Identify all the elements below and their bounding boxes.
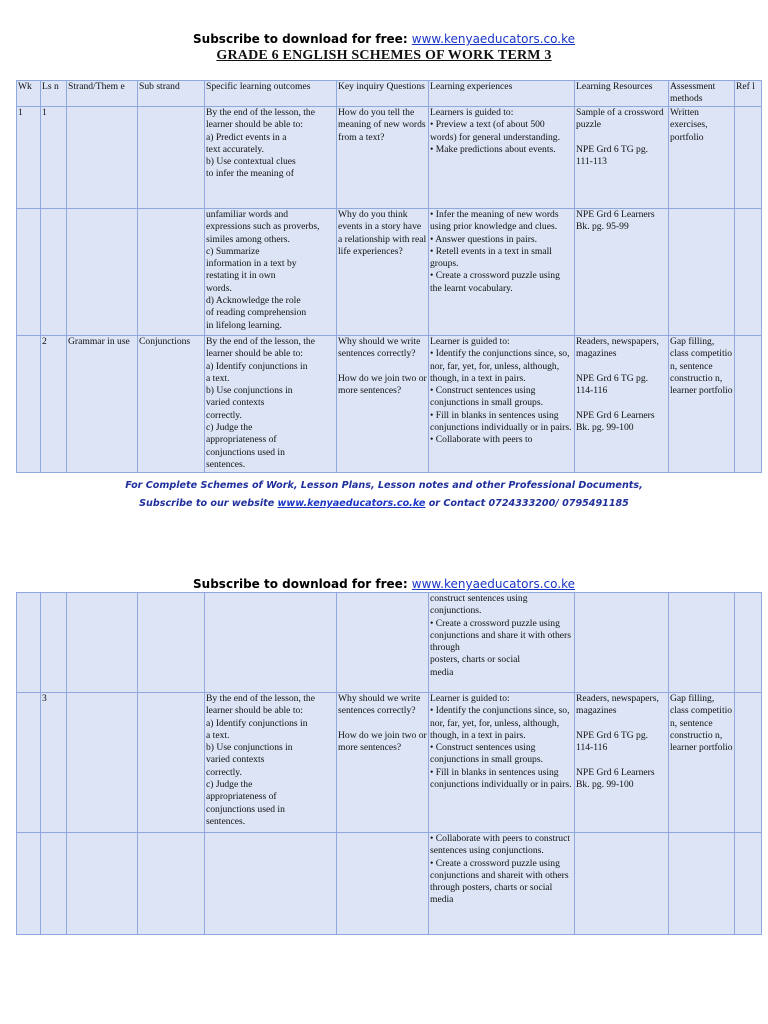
cell-assessment [669, 209, 735, 336]
cell-outcomes [205, 833, 337, 935]
subscribe-text: Subscribe to download for free: [193, 32, 412, 46]
cell-sub-strand: Conjunctions [138, 336, 205, 473]
cell-outcomes: By the end of the lesson, the learner should be able to: a) Identify conjunctions in a text. b) Use conjunctions in varied contexts correctly. c) Judge the appropriateness of conjunctions used in sentences. [205, 693, 337, 833]
subscribe-banner-top [0, 32, 768, 46]
cell-reflection [735, 593, 762, 693]
cell-strand [67, 833, 138, 935]
cell-sub-strand [138, 593, 205, 693]
cell-strand: Grammar in use [67, 336, 138, 473]
cell-inquiry [337, 593, 429, 693]
subscribe-text: Subscribe to download for free: [193, 577, 412, 591]
cell-wk [17, 593, 41, 693]
cell-outcomes: By the end of the lesson, the learner should be able to: a) Identify conjunctions in a text. b) Use conjunctions in varied contexts correctly. c) Judge the appropriateness of conjunctions used in sentences. [205, 336, 337, 473]
table-row [17, 833, 762, 935]
cell-assessment [669, 833, 735, 935]
footer-subscribe-text: Subscribe to our website [139, 498, 278, 509]
schemes-table-1 [16, 80, 762, 473]
table-row [17, 107, 762, 209]
cell-strand [67, 693, 138, 833]
subscribe-banner-bottom [0, 577, 768, 591]
subscribe-link[interactable]: www.kenyaeducators.co.ke [411, 577, 575, 591]
cell-lesson [41, 833, 67, 935]
cell-assessment [669, 593, 735, 693]
cell-lesson: 2 [41, 336, 67, 473]
cell-wk: 1 [17, 107, 41, 209]
table-header-row [17, 81, 762, 107]
cell-sub-strand [138, 107, 205, 209]
footer-line-2 [0, 498, 768, 509]
cell-experiences: construct sentences using conjunctions. • Create a crossword puzzle using conjunctions and share it with others through posters, charts or social media [429, 593, 575, 693]
document-title: GRADE 6 ENGLISH SCHEMES OF WORK TERM 3 [216, 48, 552, 63]
cell-resources: Readers, newspapers, magazines NPE Grd 6 TG pg. 114-116 NPE Grd 6 Learners Bk. pg. 99-100 [575, 336, 669, 473]
cell-inquiry: How do you tell the meaning of new words from a text? [337, 107, 429, 209]
cell-reflection [735, 833, 762, 935]
cell-wk [17, 833, 41, 935]
cell-experiences: Learner is guided to: • Identify the conjunctions since, so, nor, far, yet, for, unless, although, though, in a text in pairs. • Construct sentences using conjunctions in small groups. • Fill in blanks in sentences using conjunctions individually or in pairs. [429, 693, 575, 833]
cell-experiences: Learner is guided to: • Identify the conjunctions since, so, nor, far, yet, for, unless, although, though, in a text in pairs. • Construct sentences using conjunctions in small groups. • Fill in blanks in sentences using conjunctions individually or in pairs. • Collaborate with peers to [429, 336, 575, 473]
cell-experiences: • Infer the meaning of new words using prior knowledge and clues. • Answer questions in pairs. • Retell events in a text in small groups. • Create a crossword puzzle using the learnt vocabulary. [429, 209, 575, 336]
cell-assessment: Written exercises, portfolio [669, 107, 735, 209]
cell-inquiry: Why do you think events in a story have a relationship with real life experiences? [337, 209, 429, 336]
header-reflection: Ref l [735, 81, 762, 107]
cell-reflection [735, 693, 762, 833]
header-assessment: Assessment methods [669, 81, 735, 107]
cell-resources: Sample of a crossword puzzle NPE Grd 6 TG pg. 111-113 [575, 107, 669, 209]
cell-reflection [735, 209, 762, 336]
cell-sub-strand [138, 693, 205, 833]
header-strand: Strand/Them e [67, 81, 138, 107]
header-resources: Learning Resources [575, 81, 669, 107]
header-experiences: Learning experiences [429, 81, 575, 107]
cell-inquiry [337, 833, 429, 935]
cell-reflection [735, 336, 762, 473]
table-row [17, 209, 762, 336]
cell-inquiry: Why should we write sentences correctly? How do we join two or more sentences? [337, 693, 429, 833]
cell-sub-strand [138, 209, 205, 336]
footer-website-link[interactable]: www.kenyaeducators.co.ke [277, 498, 426, 509]
cell-strand [67, 107, 138, 209]
cell-wk [17, 209, 41, 336]
cell-strand [67, 593, 138, 693]
cell-strand [67, 209, 138, 336]
cell-resources: NPE Grd 6 Learners Bk. pg. 95-99 [575, 209, 669, 336]
cell-assessment: Gap filling, class competitio n, sentence constructio n, learner portfolio [669, 336, 735, 473]
cell-sub-strand [138, 833, 205, 935]
cell-reflection [735, 107, 762, 209]
footer-line-1: For Complete Schemes of Work, Lesson Plans, Lesson notes and other Professional Documents, [125, 480, 643, 491]
cell-inquiry: Why should we write sentences correctly? How do we join two or more sentences? [337, 336, 429, 473]
table-row [17, 693, 762, 833]
cell-lesson: 1 [41, 107, 67, 209]
cell-resources: Readers, newspapers, magazines NPE Grd 6 TG pg. 114-116 NPE Grd 6 Learners Bk. pg. 99-100 [575, 693, 669, 833]
cell-assessment: Gap filling, class competitio n, sentence constructio n, learner portfolio [669, 693, 735, 833]
schemes-table-2 [16, 592, 762, 935]
cell-lesson: 3 [41, 693, 67, 833]
table-row [17, 336, 762, 473]
header-inquiry: Key inquiry Questions [337, 81, 429, 107]
header-lesson: Ls n [41, 81, 67, 107]
header-wk: Wk [17, 81, 41, 107]
cell-lesson [41, 593, 67, 693]
cell-outcomes: By the end of the lesson, the learner should be able to: a) Predict events in a text accurately. b) Use contextual clues to infer the meaning of [205, 107, 337, 209]
cell-outcomes: unfamiliar words and expressions such as proverbs, similes among others. c) Summarize information in a text by restating it in own words. d) Acknowledge the role of reading comprehension in lifelong learning. [205, 209, 337, 336]
table-row [17, 593, 762, 693]
subscribe-link[interactable]: www.kenyaeducators.co.ke [411, 32, 575, 46]
cell-wk [17, 693, 41, 833]
cell-resources [575, 833, 669, 935]
cell-resources [575, 593, 669, 693]
cell-outcomes [205, 593, 337, 693]
cell-experiences: • Collaborate with peers to construct sentences using conjunctions. • Create a crossword puzzle using conjunctions and shareit with others through posters, charts or social media [429, 833, 575, 935]
footer-contact-text: or Contact 0724333200/ 0795491185 [425, 498, 629, 509]
header-sub-strand: Sub strand [138, 81, 205, 107]
cell-lesson [41, 209, 67, 336]
header-outcomes: Specific learning outcomes [205, 81, 337, 107]
cell-wk [17, 336, 41, 473]
cell-experiences: Learners is guided to: • Preview a text (of about 500 words) for general understanding. • Make predictions about events. [429, 107, 575, 209]
